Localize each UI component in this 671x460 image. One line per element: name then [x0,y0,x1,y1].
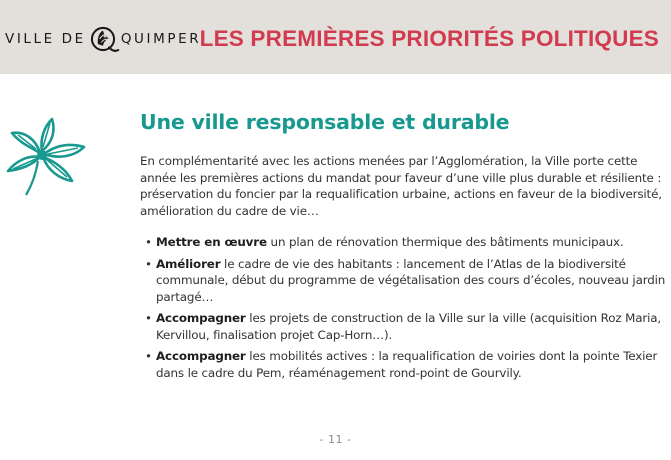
action-verb: Accompagner [156,311,246,325]
bullet: • [145,256,152,271]
action-verb: Accompagner [156,349,246,363]
action-verb: Améliorer [156,256,221,271]
page-number: - 11 - [319,433,352,446]
quimper-emblem-icon [86,22,120,56]
action-text: un plan de rénovation thermique des bâtiments municipaux. [266,235,624,249]
list-item [140,310,670,343]
intro-paragraph: En complémentarité avec les actions menées par l’Agglomération, la Ville porte cette année les premières actions du mandat pour faveur d’une ville plus durable et résiliente : préservation du foncier par la requalification urbaine, actions en faveur de la biodiversité, amélioration du cadre de vie… [140,154,662,218]
teal-flower-icon [2,113,90,197]
header-bar [0,0,671,74]
page-header-title: LES PREMIÈRES PRIORITÉS POLITIQUES [199,26,659,51]
list-item [140,256,670,306]
action-verb: Mettre en œuvre [156,235,267,249]
bullet: • [145,235,152,249]
bullet: • [145,349,152,363]
bullet: • [145,311,152,325]
list-item [140,234,670,251]
actions-list [140,234,670,386]
ville-de-quimper-logo [5,27,201,51]
section-title: Une ville responsable et durable [140,110,510,134]
logo-text-left: VILLE DE [5,31,86,47]
list-item [140,348,670,381]
action-text: les mobilités actives : la requalification de voiries dont la pointe Texier dans le cadre du Pem, réaménagement rond-point de Gourvily. [156,349,658,380]
logo-text-right: QUIMPER [120,31,202,47]
action-text: les projets de construction de la Ville sur la ville (acquisition Roz Maria, Kervillou, finalisation projet Cap-Horn…). [156,311,661,342]
action-text: le cadre de vie des habitants : lancement de l’Atlas de la biodiversité communale, début du programme de végétalisation des cours d’écoles, nouveau jardin partagé… [156,256,666,304]
